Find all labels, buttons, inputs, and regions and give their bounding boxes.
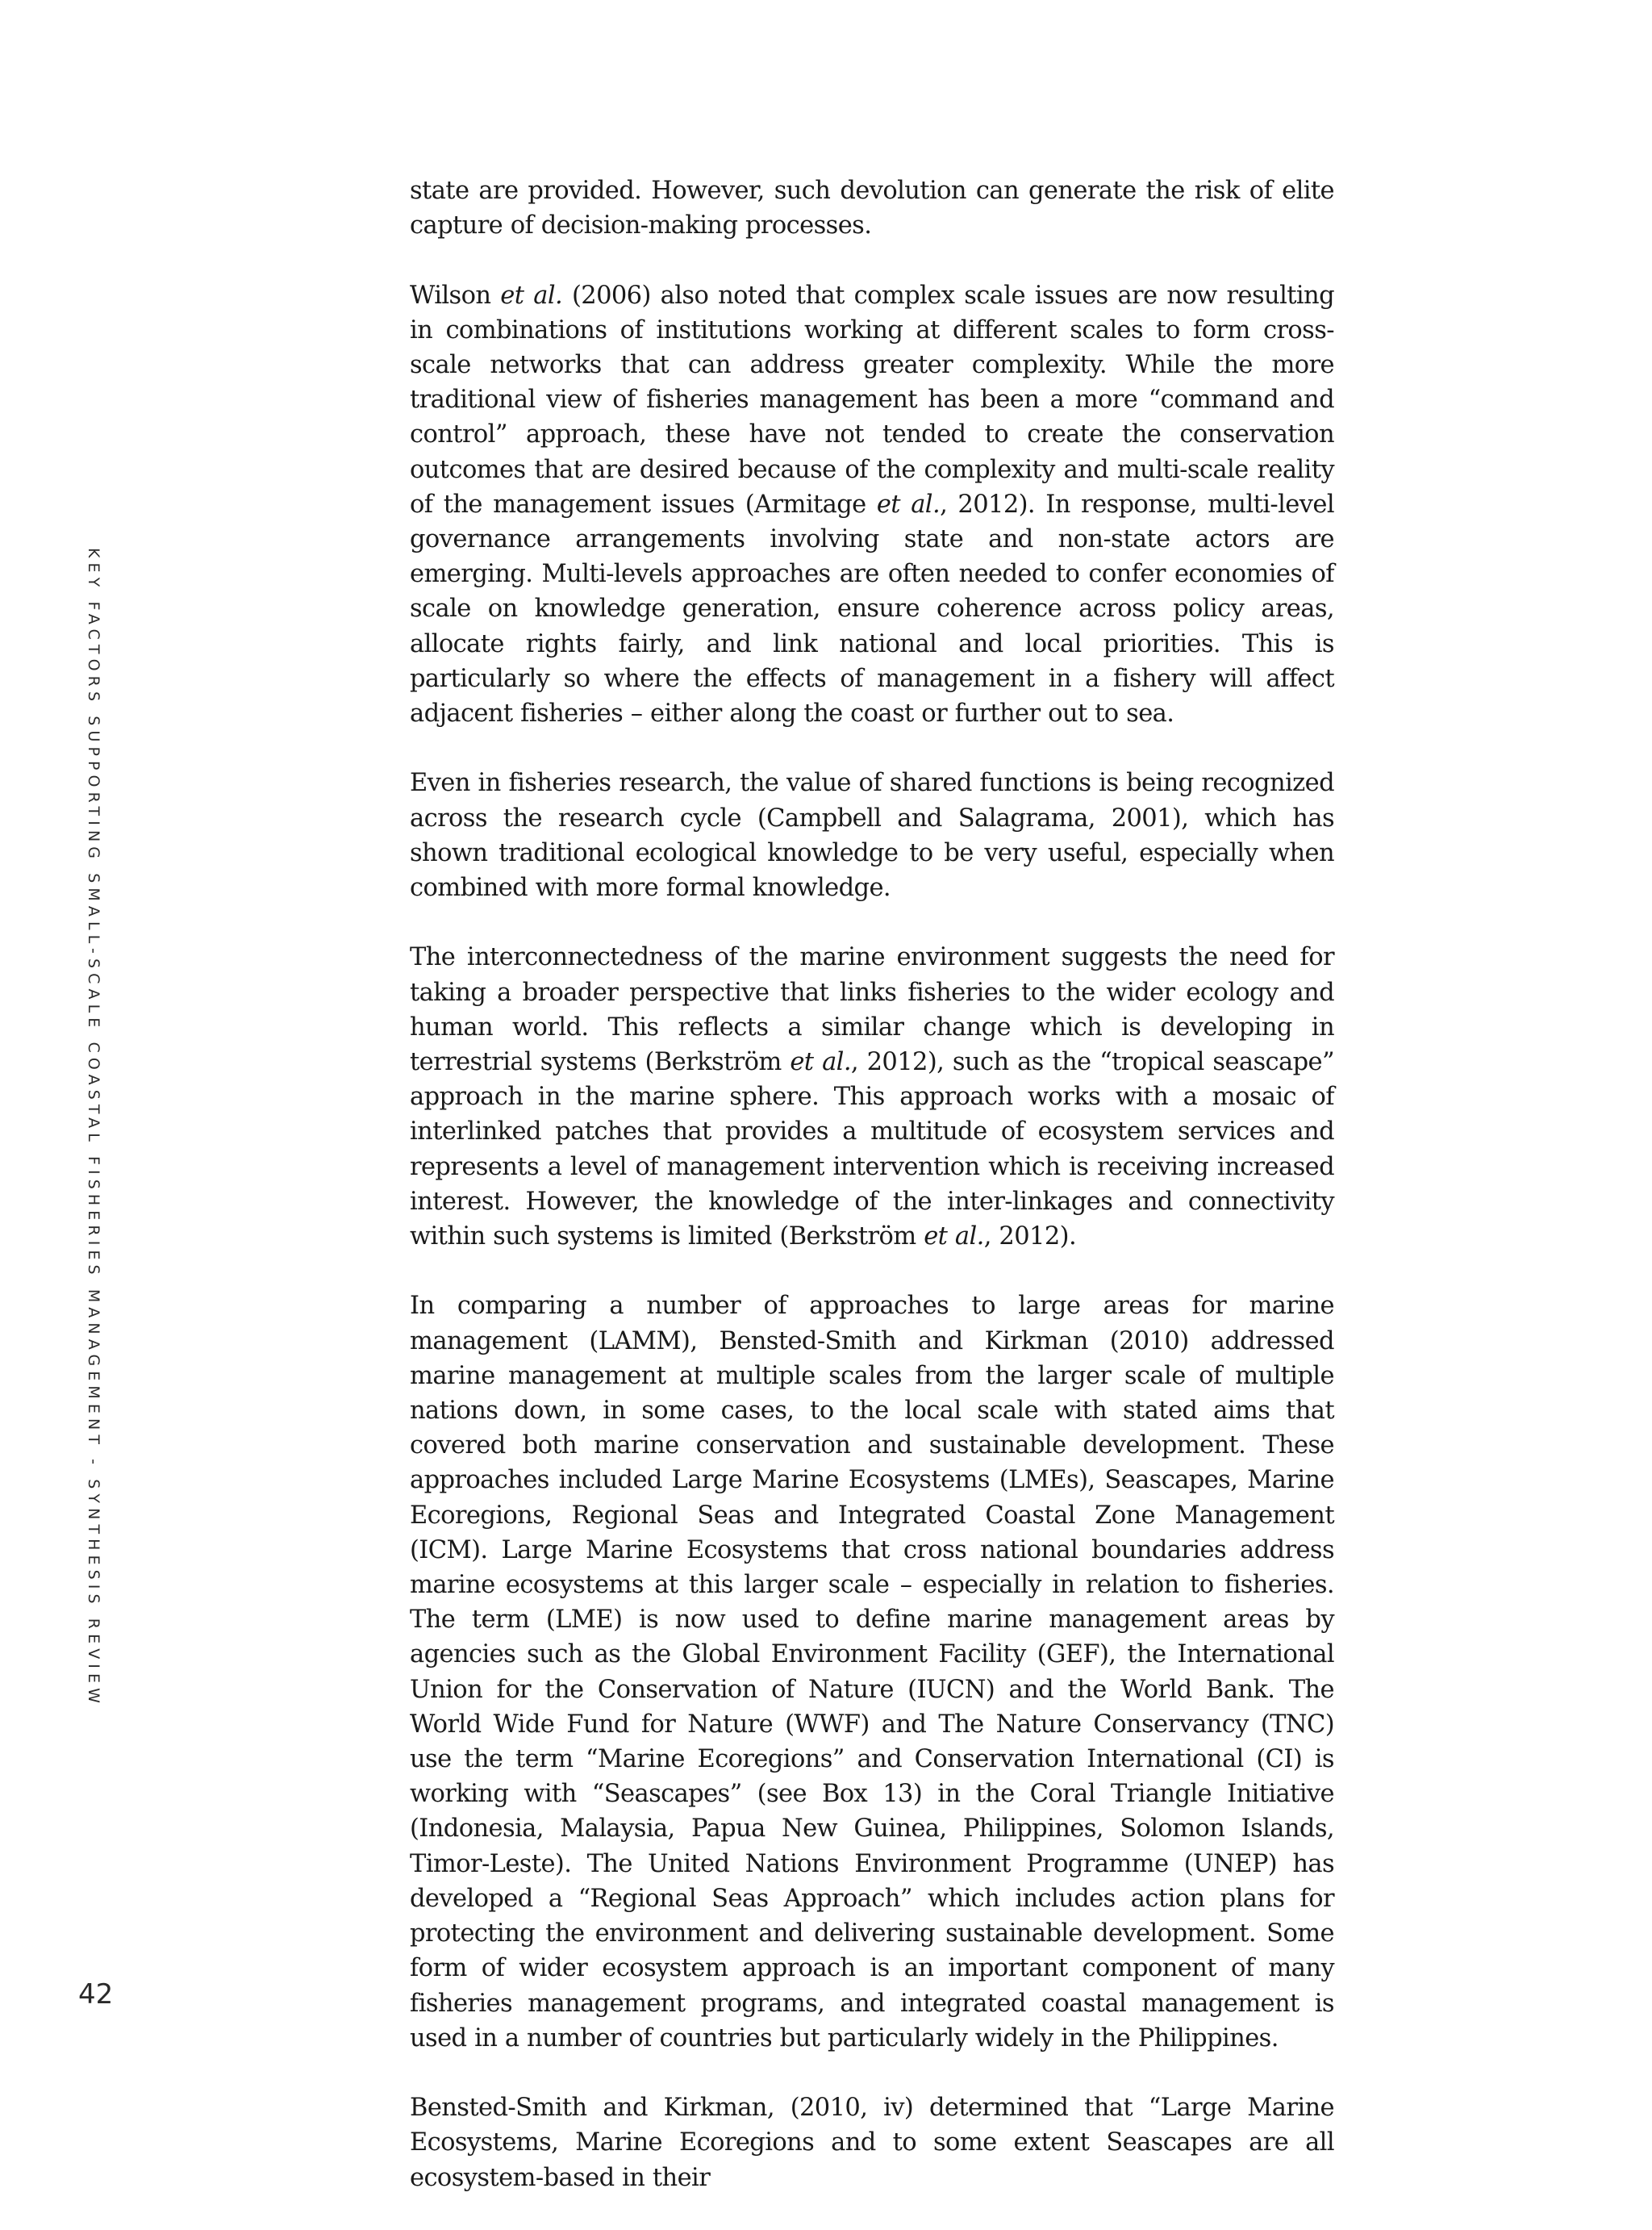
italic-text: et al. bbox=[876, 490, 941, 519]
text-run: In comparing a number of approaches to large areas for marine management (LAMM), Bensted-Smith and Kirkman (2010) addressed marine management at multiple scales from the larger scale of multiple nations down, in some cases, to the local scale with stated aims that covered both marine conservation and sustainable development. These approaches included Large Marine Ecosystems (LMEs), Seascapes, Marine Ecoregions, Regional Seas and Integrated Coastal Zone Management (ICM). Large Marine Ecosystems that cross national boundaries address marine ecosystems at this larger scale – especially in relation to fisheries. The term (LME) is now used to define marine management areas by agencies such as the Global Environment Facility (GEF), the International Union for the Conservation of Nature (IUCN) and the World Bank. The World Wide Fund for Nature (WWF) and The Nature Conservancy (TNC) use the term “Marine Ecoregions” and Conservation International (CI) is working with “Seascapes” (see Box 13) in the Coral Triangle Initiative (Indonesia, Malaysia, Papua New Guinea, Philippines, Solomon Islands, Timor-Leste). The United Nations Environment Programme (UNEP) has developed a “Regional Seas Approach” which includes action plans for protecting the environment and delivering sustainable development. Some form of wider ecosystem approach is an important component of many fisheries management programs, and integrated coastal management is used in a number of countries but particularly widely in the Philippines. bbox=[410, 1292, 1334, 2053]
paragraph bbox=[410, 940, 1334, 1254]
text-run: Wilson bbox=[410, 281, 501, 310]
text-run: , 2012). bbox=[983, 1222, 1077, 1251]
text-run: , 2012), such as the “tropical seascape” approach in the marine sphere. This approach works with a mosaic of interlinked patches that provides a multitude of ecosystem services and represents a level of management intervention which is receiving increased interest. However, the knowledge of the inter-linkages and connectivity within such systems is limited (Berkström bbox=[410, 1048, 1334, 1251]
text-run: , 2012). In response, multi-level governance arrangements involving state and non-state actors are emerging. Multi-levels approaches are often needed to confer economies of scale on knowledge generation, ensure coherence across policy areas, allocate rights fairly, and link national and local priorities. This is particularly so where the effects of management in a fishery will affect adjacent fisheries – either along the coast or further out to sea. bbox=[410, 490, 1334, 729]
body-text bbox=[410, 173, 1334, 2230]
text-run: Even in fisheries research, the value of shared functions is being recognized across the research cycle (Campbell and Salagrama, 2001), which has shown traditional ecological knowledge to be very useful, especially when combined with more formal knowledge. bbox=[410, 769, 1334, 903]
paragraph bbox=[410, 278, 1334, 732]
text-run: The interconnectedness of the marine environment suggests the need for taking a broader perspective that links fisheries to the wider ecology and human world. This reflects a similar change which is developing in terrestrial systems (Berkström bbox=[410, 943, 1334, 1077]
text-run: (2006) also noted that complex scale issues are now resulting in combinations of institutions working at different scales to form cross-scale networks that can address greater complexity. While the more traditional view of fisheries management has been a more “command and control” approach, these have not tended to create the conservation outcomes that are desired because of the complexity and multi-scale reality of the management issues (Armitage bbox=[410, 281, 1334, 519]
page-number: 42 bbox=[78, 1978, 114, 2011]
running-head: KEY FACTORS SUPPORTING SMALL-SCALE COASTAL FISHERIES MANAGEMENT - SYNTHESIS REVIEW bbox=[85, 547, 102, 1709]
italic-text: et al. bbox=[924, 1222, 984, 1251]
text-run: state are provided. However, such devolution can generate the risk of elite capture of decision-making processes. bbox=[410, 177, 1334, 240]
text-run: Bensted-Smith and Kirkman, (2010, iv) determined that “Large Marine Ecosystems, Marine Ecoregions and to some extent Seascapes are all ecosystem-based in their bbox=[410, 2094, 1334, 2192]
paragraph bbox=[410, 173, 1334, 243]
paragraph bbox=[410, 2090, 1334, 2195]
paragraph bbox=[410, 766, 1334, 905]
paragraph bbox=[410, 1288, 1334, 2055]
italic-text: et al. bbox=[500, 281, 563, 310]
italic-text: et al. bbox=[790, 1048, 851, 1077]
